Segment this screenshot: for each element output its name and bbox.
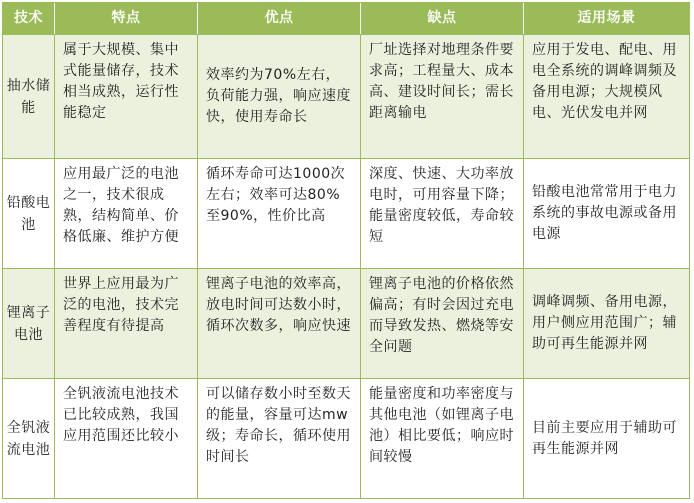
tech-name: 全钒液流电池 <box>3 379 55 498</box>
tech-name: 抽水储能 <box>3 35 55 158</box>
table-row <box>3 379 689 498</box>
energy-storage-table <box>2 2 690 499</box>
pros-cell: 锂离子电池的效率高，放电时间可达数小时，循环次数多，响应快速 <box>198 269 361 378</box>
scenario-cell: 调峰调频、备用电源，用户侧应用范围广；辅助可再生能源并网 <box>532 294 677 352</box>
pros-cell: 循环寿命可达1000次左右；效率可达80%至90%，性价比高 <box>198 159 361 268</box>
cons-cell: 锂离子电池的价格依然偏高；有时会因过充电而导致发热、燃烧等安全问题 <box>361 269 524 378</box>
scenario-cell: 目前主要应用于辅助可再生能源并网 <box>532 419 677 457</box>
table-row <box>3 159 689 269</box>
scenario-cell: 铅酸电池常常用于电力系统的事故电源或备用电源 <box>532 184 677 242</box>
scenario-cell: 应用于发电、配电、用电全系统的调峰调频及备用电源；大规模风电、光伏发电并网 <box>532 42 677 121</box>
header-feature: 特点 <box>55 3 198 34</box>
header-pros: 优点 <box>198 3 361 34</box>
table-header-row <box>3 3 689 35</box>
feature-cell: 全钒液流电池技术已比较成熟，我国应用范围还比较小 <box>55 379 198 498</box>
header-cons: 缺点 <box>361 3 524 34</box>
pros-cell: 可以储存数小时至数天的能量，容量可达mw级；寿命长，循环使用时间长 <box>198 379 361 498</box>
tech-name: 铅酸电池 <box>3 159 55 268</box>
feature-cell: 应用最广泛的电池之一，技术很成熟，结构简单、价格低廉、维护方便 <box>55 159 198 268</box>
header-tech: 技术 <box>3 3 55 34</box>
table-row <box>3 35 689 159</box>
table-row <box>3 269 689 379</box>
tech-name: 锂离子电池 <box>3 269 55 378</box>
feature-cell: 属于大规模、集中式能量储存，技术相当成熟，运行性能稳定 <box>55 35 198 158</box>
pros-cell: 效率约为70%左右，负荷能力强，响应速度快，使用寿命长 <box>198 35 361 158</box>
cons-cell: 深度、快速、大功率放电时，可用容量下降；能量密度较低，寿命较短 <box>361 159 524 268</box>
feature-cell: 世界上应用最为广泛的电池，技术完善程度有待提高 <box>55 269 198 378</box>
cons-cell: 厂址选择对地理条件要求高；工程量大、成本高、建设时间长；需长距离输电 <box>361 35 524 158</box>
header-scenario: 适用场景 <box>577 10 636 26</box>
cons-cell: 能量密度和功率密度与其他电池（如锂离子电池）相比要低；响应时间较慢 <box>361 379 524 498</box>
